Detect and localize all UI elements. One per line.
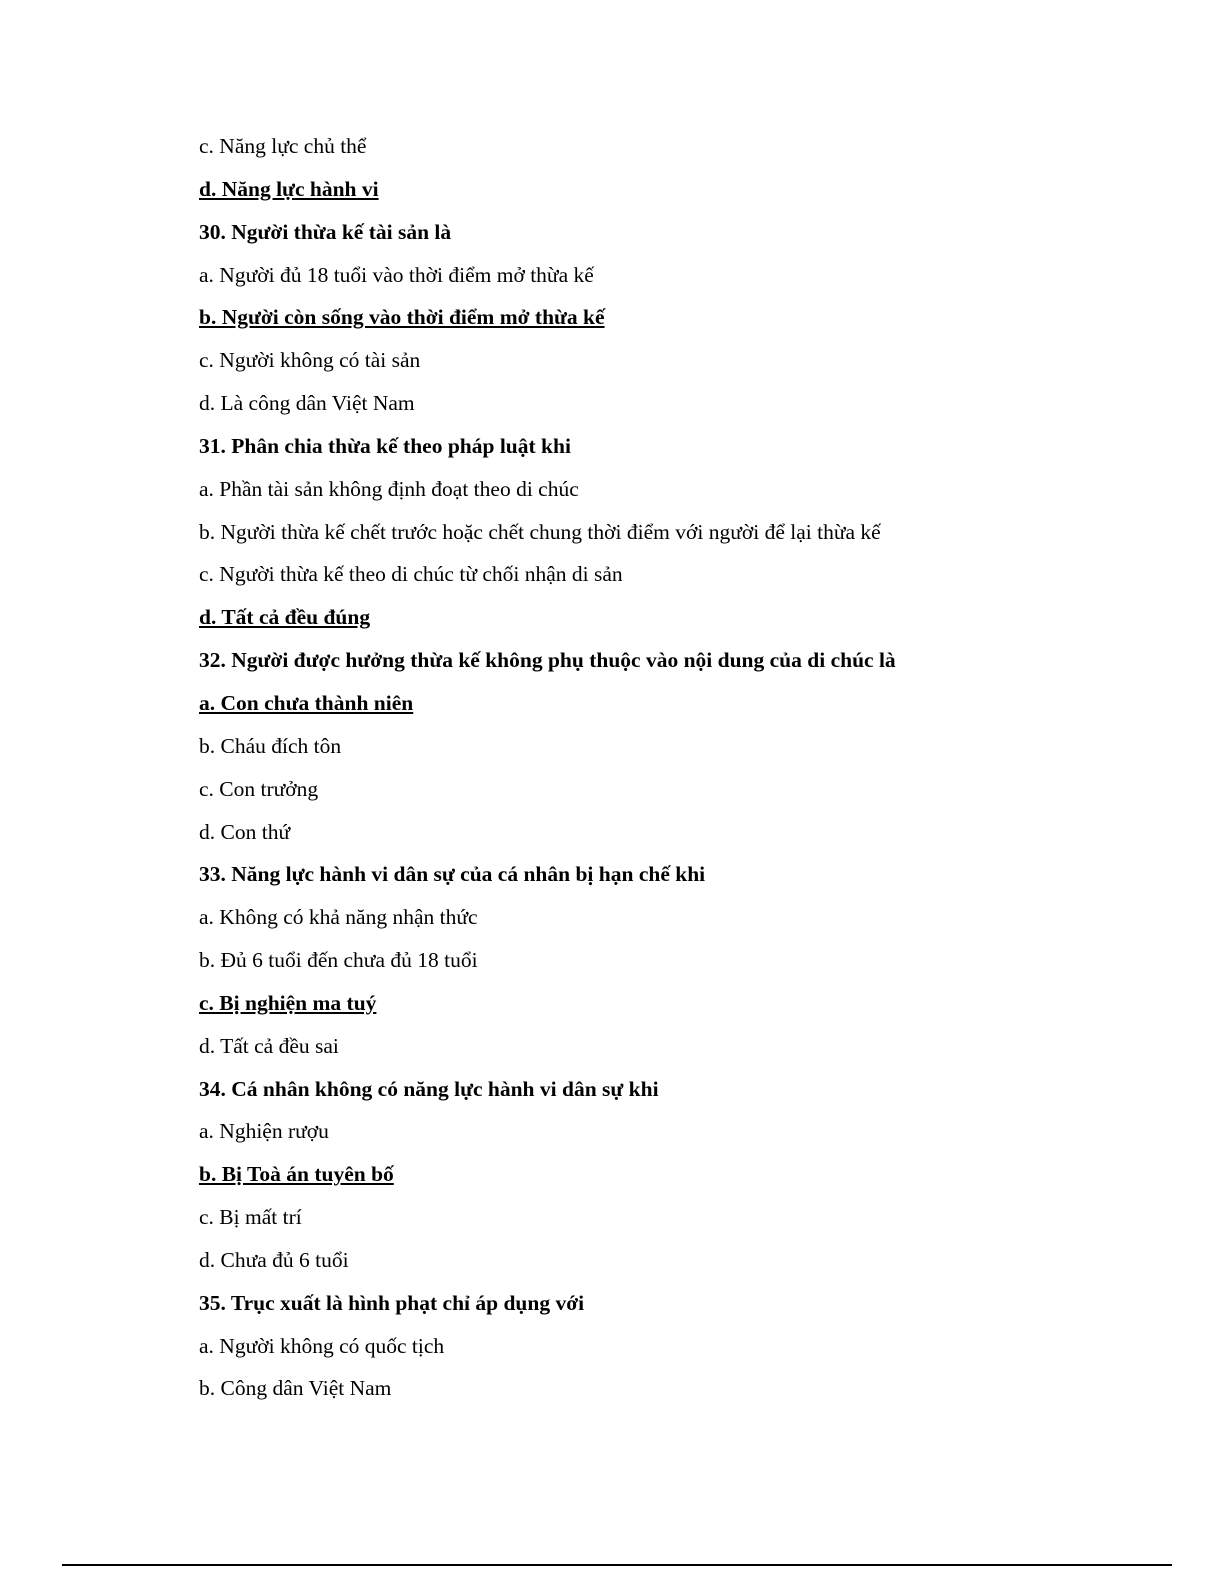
answer-option: a. Người đủ 18 tuổi vào thời điểm mở thừa kế [199,262,594,287]
question-heading: 32. Người được hưởng thừa kế không phụ thuộc vào nội dung của di chúc là [199,648,896,673]
answer-option: c. Bị mất trí [199,1205,302,1230]
question-heading: 34. Cá nhân không có năng lực hành vi dân sự khi [199,1076,659,1101]
answer-option: c. Con trưởng [199,776,319,801]
answer-option: b. Cháu đích tôn [199,733,342,758]
answer-option: b. Đủ 6 tuổi đến chưa đủ 18 tuổi [199,948,478,973]
page-bottom-rule [62,1564,1172,1566]
answer-option: a. Người không có quốc tịch [199,1333,445,1358]
correct-answer: b. Người còn sống vào thời điểm mở thừa kế [199,305,605,330]
answer-option: a. Không có khả năng nhận thức [199,905,478,930]
answer-option: d. Là công dân Việt Nam [199,391,415,416]
question-heading: 33. Năng lực hành vi dân sự của cá nhân bị hạn chế khi [199,862,706,887]
correct-answer: d. Tất cả đều đúng [199,605,371,630]
question-heading: 35. Trục xuất là hình phạt chỉ áp dụng với [199,1290,585,1315]
correct-answer: b. Bị Toà án tuyên bố [199,1162,394,1187]
question-heading: 31. Phân chia thừa kế theo pháp luật khi [199,433,571,458]
answer-option: a. Nghiện rượu [199,1119,329,1144]
answer-option: b. Công dân Việt Nam [199,1376,392,1401]
answer-option: c. Người không có tài sản [199,348,421,373]
quiz-content [199,128,1099,1413]
answer-option: b. Người thừa kế chết trước hoặc chết chung thời điểm với người để lại thừa kế [199,519,881,544]
answer-option: d. Chưa đủ 6 tuổi [199,1247,349,1272]
answer-option: c. Năng lực chủ thể [199,134,367,158]
answer-option: d. Tất cả đều sai [199,1033,339,1058]
correct-answer: a. Con chưa thành niên [199,690,414,715]
correct-answer: d. Năng lực hành vi [199,176,379,201]
correct-answer: c. Bị nghiện ma tuý [199,990,377,1015]
question-heading: 30. Người thừa kế tài sản là [199,219,452,244]
answer-option: a. Phần tài sản không định đoạt theo di chúc [199,476,579,501]
answer-option: d. Con thứ [199,819,291,844]
answer-option: c. Người thừa kế theo di chúc từ chối nhận di sản [199,562,623,587]
